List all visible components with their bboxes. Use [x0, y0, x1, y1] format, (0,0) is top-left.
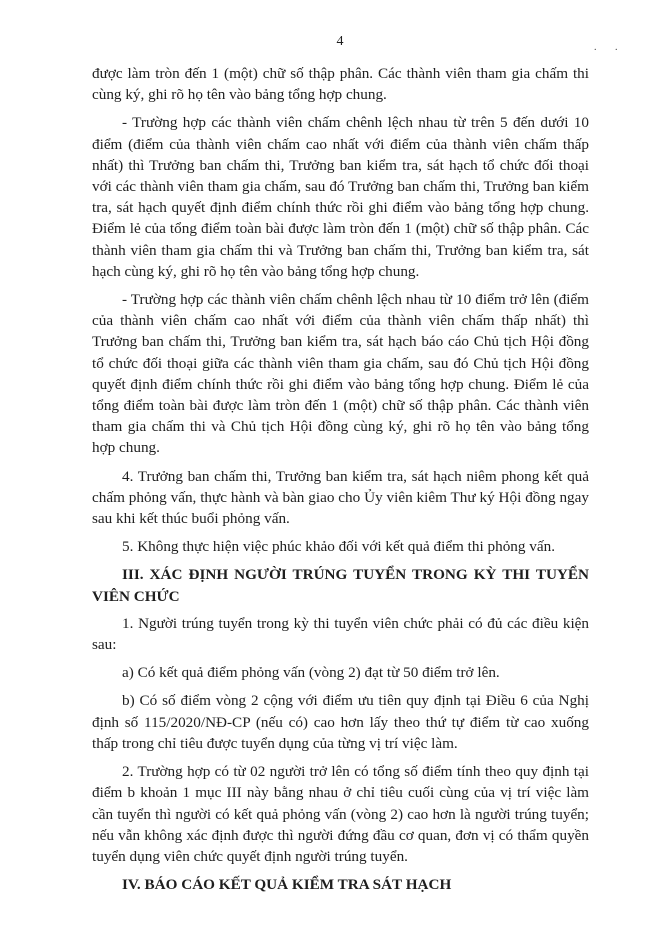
paragraph-continuation: được làm tròn đến 1 (một) chữ số thập phân. Các thành viên tham gia chấm thi cùng ký, ghi rõ họ tên vào bảng tổng hợp chung.	[92, 65, 589, 104]
paragraph-iii-1b: b) Có số điểm vòng 2 cộng với điểm ưu tiên quy định tại Điều 6 của Nghị định số 115/2020/NĐ-CP (nếu có) cao hơn lấy theo thứ tự điểm từ cao xuống thấp trong chỉ tiêu được tuyển dụng của từng vị trí việc làm.	[92, 692, 589, 752]
paragraph-item-4: 4. Trưởng ban chấm thi, Trưởng ban kiểm tra, sát hạch niêm phong kết quả chấm phỏng vấn, thực hành và bàn giao cho Ủy viên kiêm Thư ký Hội đồng ngay sau khi kết thúc buổi phỏng vấn.	[92, 467, 589, 528]
paragraph-iii-2: 2. Trường hợp có từ 02 người trở lên có tổng số điểm tính theo quy định tại điểm b khoản 1 mục III này bằng nhau ở chỉ tiêu cuối cùng của vị trí việc làm cần tuyển thì người có kết quả phỏng vấn (vòng 2) cao hơn là người trúng tuyển; nếu vẫn không xác định được thì người đứng đầu cơ quan, đơn vị có thẩm quyền tuyển dụng viên chức quyết định người trúng tuyển.	[92, 763, 589, 865]
section-heading-iii: III. XÁC ĐỊNH NGƯỜI TRÚNG TUYỂN TRONG KỲ THI TUYỂN VIÊN CHỨC	[92, 566, 589, 605]
paragraph-iii-1: 1. Người trúng tuyển trong kỳ thi tuyển viên chức phải có đủ các điều kiện sau:	[92, 614, 589, 654]
paragraph-item-5: 5. Không thực hiện việc phúc khảo đối với kết quả điểm thi phỏng vấn.	[122, 538, 555, 556]
paragraph-iii-1a: a) Có kết quả điểm phỏng vấn (vòng 2) đạt từ 50 điểm trở lên.	[122, 664, 500, 682]
page-number: 4	[336, 34, 344, 49]
scan-specks: . .	[594, 42, 626, 53]
section-heading-iv: IV. BÁO CÁO KẾT QUẢ KIỂM TRA SÁT HẠCH	[122, 876, 452, 894]
paragraph-case-5-to-10: - Trường hợp các thành viên chấm chênh lệch nhau từ trên 5 đến dưới 10 điểm (điểm của thành viên chấm cao nhất với điểm của thành viên chấm thấp nhất) thì Trưởng ban chấm thi, Trưởng ban kiểm tra, sát hạch tổ chức đối thoại với các thành viên tham gia chấm, sau đó Trưởng ban chấm thi, Trưởng ban kiểm tra, sát hạch quyết định điểm chính thức rồi ghi điểm vào bảng tổng hợp chung. Điểm lẻ của tổng điểm toàn bài được làm tròn đến 1 (một) chữ số thập phân. Các thành viên tham gia chấm thi và Trưởng ban chấm thi, Trưởng ban kiểm tra, sát hạch cùng ký, ghi rõ họ tên vào bảng tổng hợp chung.	[92, 114, 589, 280]
document-body	[92, 63, 589, 901]
paragraph-case-10-plus: - Trường hợp các thành viên chấm chênh lệch nhau từ 10 điểm trở lên (điểm của thành viên chấm cao nhất với điểm của thành viên chấm thấp nhất) thì Trưởng ban chấm thi, Trưởng ban kiểm tra, sát hạch báo cáo Chủ tịch Hội đồng tổ chức đối thoại giữa các thành viên tham gia chấm, sau đó Chủ tịch Hội đồng quyết định điểm chính thức rồi ghi điểm vào bảng tổng hợp chung. Điểm lẻ của tổng điểm toàn bài được làm tròn đến 1 (một) chữ số thập phân. Các thành viên tham gia chấm thi và Chủ tịch Hội đồng cùng ký, ghi rõ họ tên vào bảng tổng hợp chung.	[92, 291, 589, 457]
